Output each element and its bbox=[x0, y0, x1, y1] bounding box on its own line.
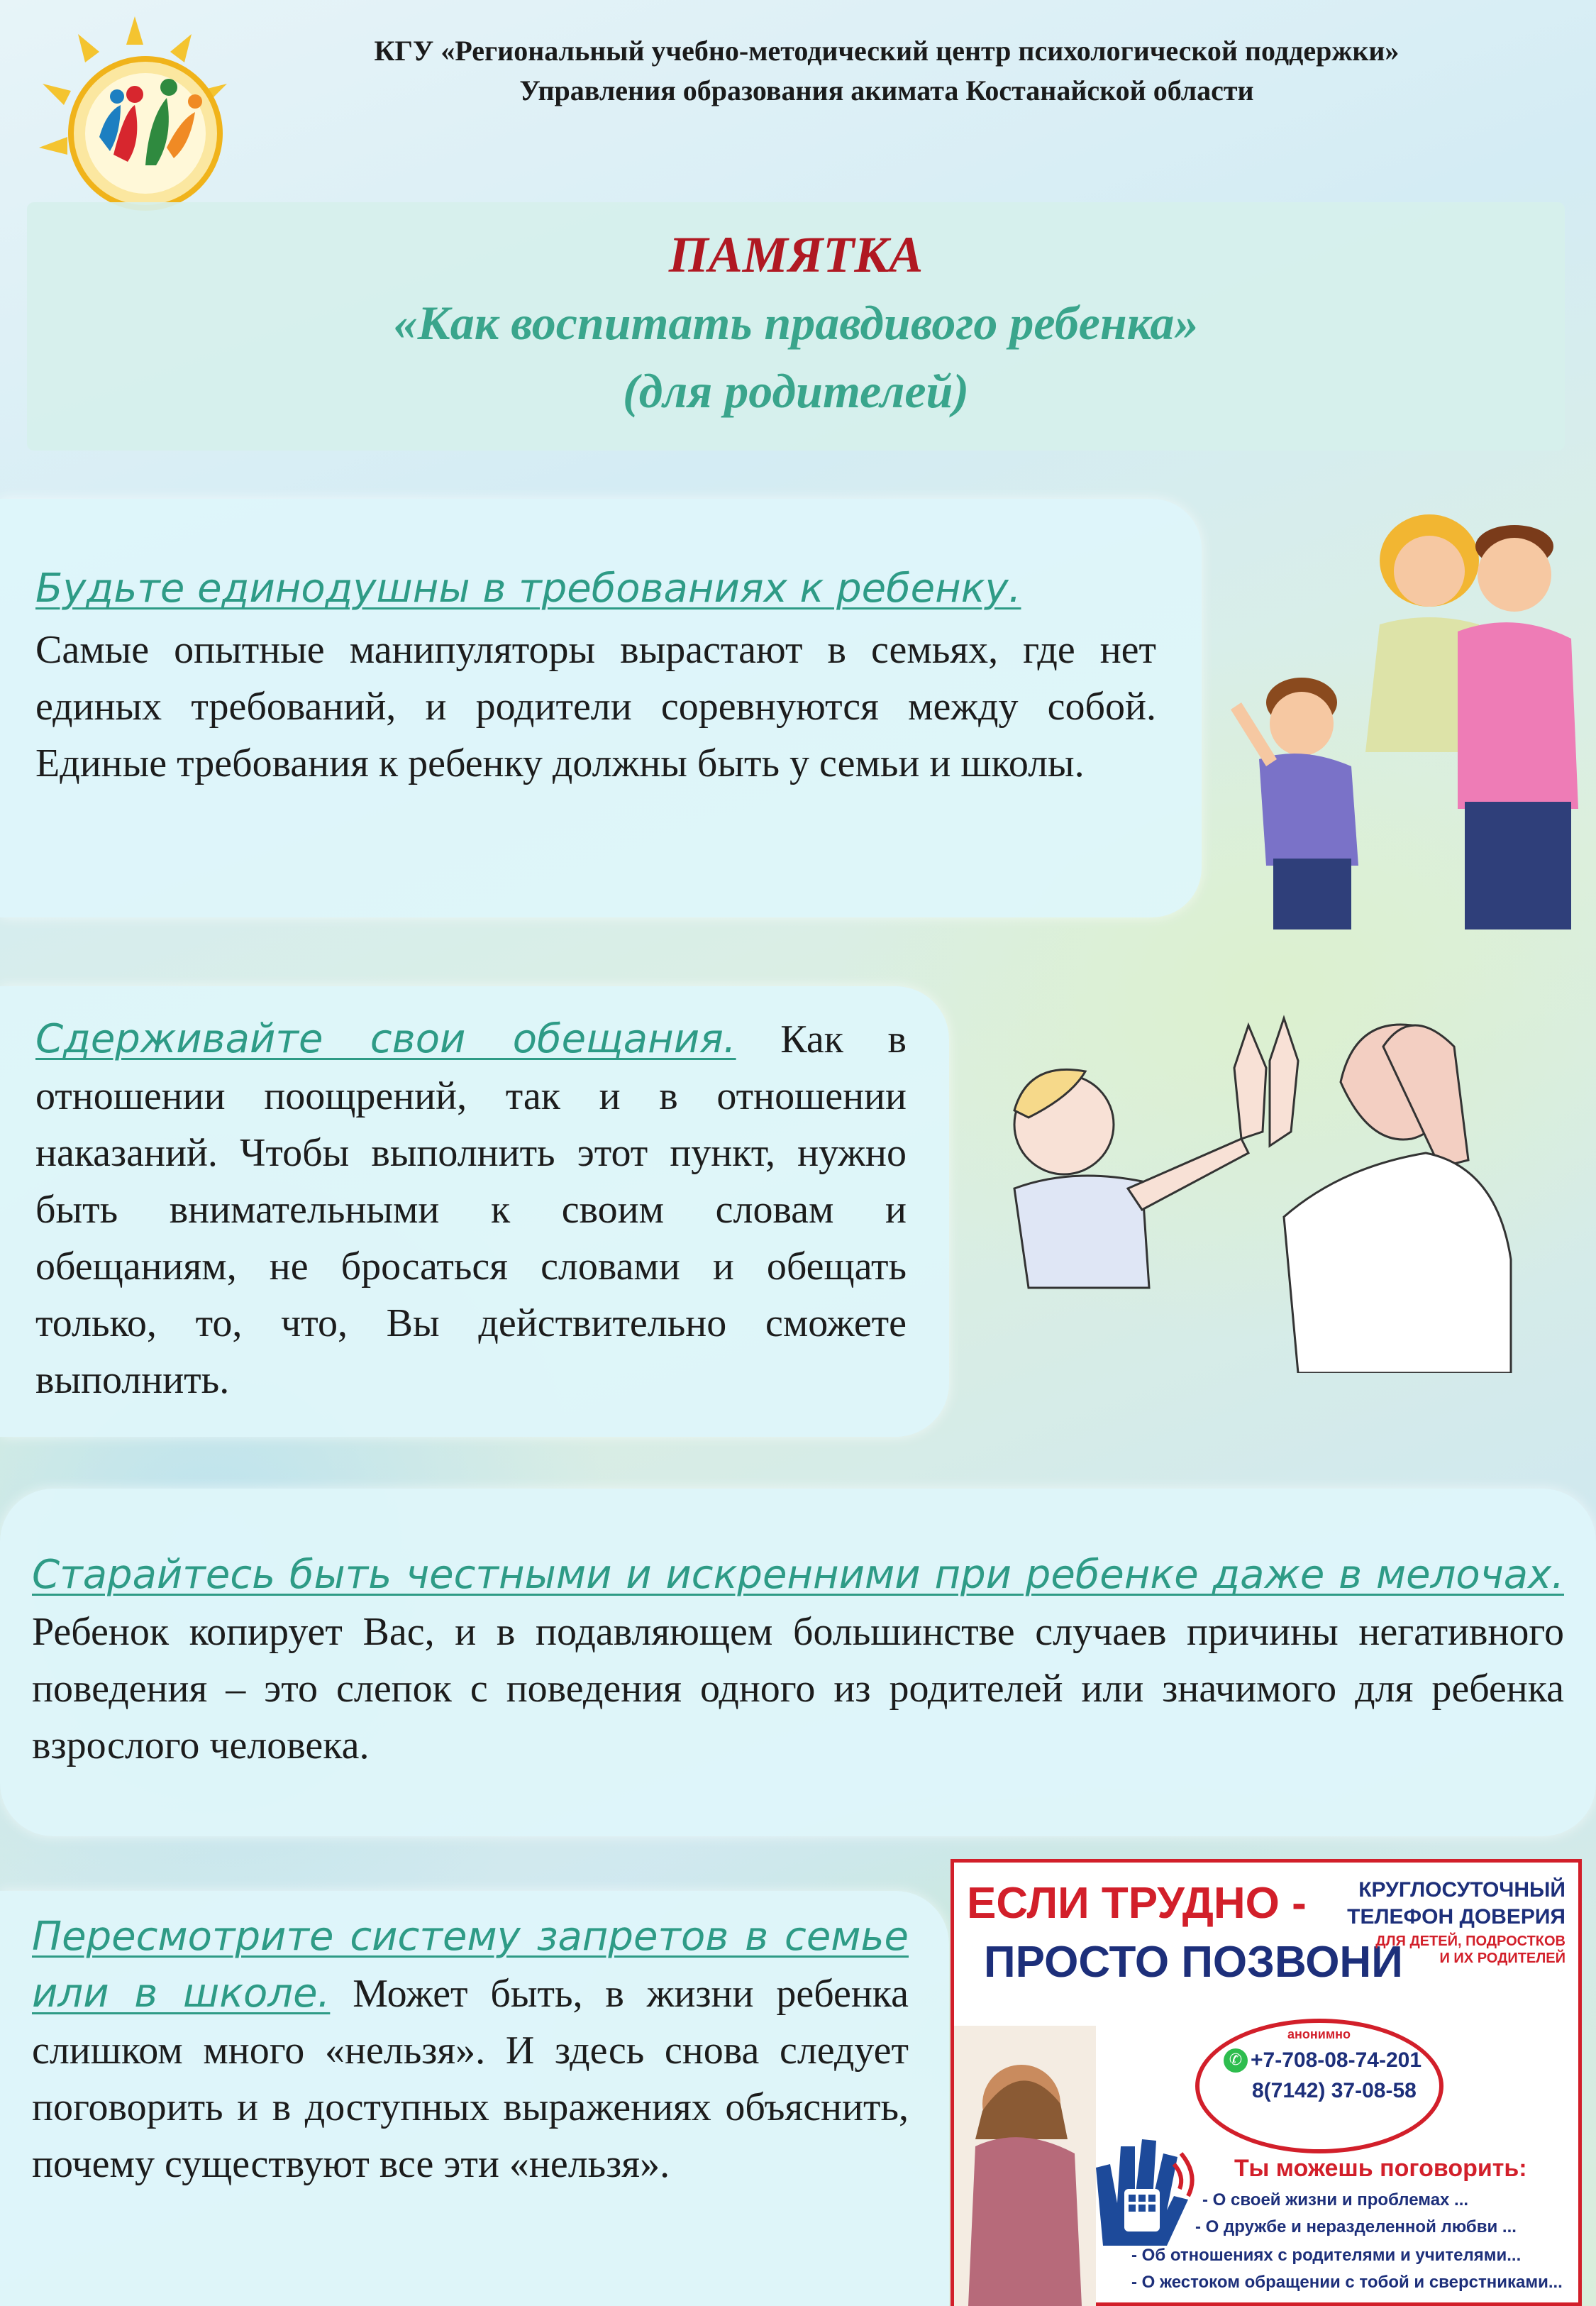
poster-phone-1: +7-708-08-74-201 bbox=[1251, 2048, 1422, 2072]
hand-phone-icon bbox=[1082, 2125, 1202, 2253]
family-illustration bbox=[1217, 497, 1585, 937]
poster-item-2: - О дружбе и неразделенной любви ... bbox=[1195, 2217, 1517, 2236]
tip-2-heading: Сдерживайте свои обещания. bbox=[35, 1016, 736, 1062]
poster-headline-2: ПРОСТО ПОЗВОНИ bbox=[984, 1938, 1403, 1987]
child-photo bbox=[954, 2026, 1096, 2306]
poster-anon: анонимно bbox=[1287, 2027, 1351, 2041]
tip-2 bbox=[35, 1011, 907, 1408]
whatsapp-icon: ✆ bbox=[1224, 2048, 1248, 2073]
poster-item-4: - О жестоком обращении с тобой и сверстниками... bbox=[1131, 2273, 1563, 2292]
poster-headline-1: ЕСЛИ ТРУДНО - bbox=[967, 1879, 1307, 1928]
hotline-poster bbox=[951, 1859, 1582, 2306]
title-audience: (для родителей) bbox=[623, 364, 969, 418]
tip-1-heading: Будьте единодушны в требованиях к ребенку. bbox=[35, 566, 1021, 612]
tip-1-text: Самые опытные манипуляторы вырастают в семьях, где нет единых требований, и родители соревнуются между собой. Единые требования к ребенку должны быть у семьи и школы. bbox=[35, 628, 1156, 785]
tip-4 bbox=[32, 1909, 909, 2192]
center-logo bbox=[28, 13, 241, 219]
tip-4-heading: Пересмотрите систему запретов в семье или в школе. bbox=[32, 1914, 909, 2017]
tip-1 bbox=[35, 561, 1156, 792]
high-five-illustration bbox=[986, 1004, 1585, 1373]
poster-side-4: И ИХ РОДИТЕЛЕЙ bbox=[1439, 1951, 1565, 1966]
title-topic: «Как воспитать правдивого ребенка» bbox=[393, 296, 1199, 350]
tip-4-text: Может быть, в жизни ребенка слишком много «нельзя». И здесь снова следует поговорить и в доступных выражениях объяснить, почему существуют все эти «нельзя». bbox=[32, 1972, 909, 2186]
title-memo: ПАМЯТКА bbox=[668, 226, 924, 283]
org-line-2: Управления образования акимата Костанайской области bbox=[519, 75, 1254, 106]
poster-side-1: КРУГЛОСУТОЧНЫЙ bbox=[1358, 1878, 1565, 1902]
organization-header bbox=[213, 31, 1561, 111]
org-line-1: КГУ «Региональный учебно-методический центр психологической поддержки» bbox=[374, 35, 1400, 67]
poster-phone-2: 8(7142) 37-08-58 bbox=[1252, 2079, 1417, 2102]
poster-talk-title: Ты можешь поговорить: bbox=[1234, 2155, 1527, 2182]
poster-side-2: ТЕЛЕФОН ДОВЕРИЯ bbox=[1347, 1905, 1565, 1929]
poster-item-3: - Об отношениях с родителями и учителями... bbox=[1131, 2246, 1522, 2265]
poster-side-3: ДЛЯ ДЕТЕЙ, ПОДРОСТКОВ bbox=[1375, 1933, 1565, 1949]
tip-2-text: Как в отношении поощрений, так и в отношении наказаний. Чтобы выполнить этот пункт, нужно быть внимательными к своим словам и обещаниям, не бросаться словами и обещать только, то, что, Вы действительно сможете выполнить. bbox=[35, 1017, 907, 1402]
tip-3-text: Ребенок копирует Вас, и в подавляющем большинстве случаев причины негативного поведения – это слепок с поведения одного из родителей или значимого для ребенка взрослого человека. bbox=[32, 1610, 1564, 1767]
poster-item-1: - О своей жизни и проблемах ... bbox=[1202, 2190, 1469, 2210]
title-box bbox=[27, 202, 1565, 451]
tip-3-heading: Старайтесь быть честными и искренними при ребенке даже в мелочах. bbox=[32, 1552, 1564, 1598]
tip-3 bbox=[32, 1547, 1564, 1774]
